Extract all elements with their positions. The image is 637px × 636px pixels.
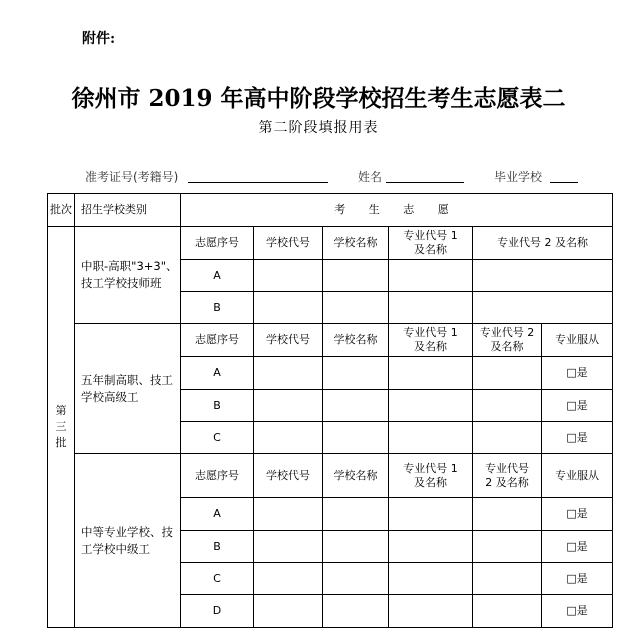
school-name-cell[interactable] bbox=[323, 531, 389, 563]
col-header: 专业代号 2 及名称 bbox=[473, 454, 542, 498]
exam-id-label: 准考证号(考籍号) bbox=[85, 170, 179, 184]
major2-cell[interactable] bbox=[473, 260, 613, 292]
school-name-cell[interactable] bbox=[323, 292, 389, 324]
comply-checkbox[interactable]: □是 bbox=[542, 498, 613, 531]
col-header: 学校名称 bbox=[323, 454, 389, 498]
col-header: 专业代号 2 及名称 bbox=[473, 324, 542, 357]
comply-checkbox[interactable]: □是 bbox=[542, 390, 613, 422]
col-header: 学校名称 bbox=[323, 227, 389, 260]
name-label: 姓名 bbox=[358, 170, 383, 184]
name-field[interactable] bbox=[386, 182, 464, 183]
form-subtitle: 第二阶段填报用表 bbox=[258, 120, 379, 136]
wish-index: B bbox=[181, 531, 254, 563]
school-code-cell[interactable] bbox=[254, 260, 323, 292]
major1-cell[interactable] bbox=[389, 390, 473, 422]
major1-cell[interactable] bbox=[389, 260, 473, 292]
exam-id-field[interactable] bbox=[188, 182, 328, 183]
comply-checkbox[interactable]: □是 bbox=[542, 357, 613, 390]
major1-cell[interactable] bbox=[389, 422, 473, 454]
school-code-cell[interactable] bbox=[254, 498, 323, 531]
col-header: 专业代号 1 及名称 bbox=[389, 324, 473, 357]
category-header: 招生学校类别 bbox=[75, 194, 181, 227]
col-header: 专业服从 bbox=[542, 324, 613, 357]
major1-cell[interactable] bbox=[389, 292, 473, 324]
col-header: 专业服从 bbox=[542, 454, 613, 498]
category-cell: 中等专业学校、技工学校中级工 bbox=[75, 454, 181, 628]
col-header: 专业代号 2 及名称 bbox=[473, 227, 613, 260]
wish-index: B bbox=[181, 390, 254, 422]
school-code-cell[interactable] bbox=[254, 531, 323, 563]
major1-cell[interactable] bbox=[389, 498, 473, 531]
school-name-cell[interactable] bbox=[323, 422, 389, 454]
school-code-cell[interactable] bbox=[254, 595, 323, 628]
wish-index: A bbox=[181, 260, 254, 292]
col-header: 学校代号 bbox=[254, 227, 323, 260]
wish-table bbox=[47, 193, 613, 628]
major2-cell[interactable] bbox=[473, 498, 542, 531]
school-code-cell[interactable] bbox=[254, 563, 323, 595]
category-cell: 中职-高职"3+3"、技工学校技师班 bbox=[75, 227, 181, 324]
wish-index: A bbox=[181, 357, 254, 390]
major1-cell[interactable] bbox=[389, 357, 473, 390]
major2-cell[interactable] bbox=[473, 292, 613, 324]
comply-checkbox[interactable]: □是 bbox=[542, 531, 613, 563]
school-code-cell[interactable] bbox=[254, 390, 323, 422]
major1-cell[interactable] bbox=[389, 563, 473, 595]
col-header: 专业代号 1 及名称 bbox=[389, 227, 473, 260]
school-name-cell[interactable] bbox=[323, 595, 389, 628]
col-header: 专业代号 1 及名称 bbox=[389, 454, 473, 498]
col-header: 学校代号 bbox=[254, 324, 323, 357]
col-header: 学校名称 bbox=[323, 324, 389, 357]
form-title: 徐州市 2019 年高中阶段学校招生考生志愿表二 bbox=[71, 85, 566, 112]
attachment-label: 附件: bbox=[82, 31, 116, 47]
major2-cell[interactable] bbox=[473, 563, 542, 595]
col-header: 志愿序号 bbox=[181, 454, 254, 498]
col-header: 学校代号 bbox=[254, 454, 323, 498]
school-code-cell[interactable] bbox=[254, 422, 323, 454]
school-name-cell[interactable] bbox=[323, 260, 389, 292]
comply-checkbox[interactable]: □是 bbox=[542, 422, 613, 454]
school-code-cell[interactable] bbox=[254, 292, 323, 324]
category-cell: 五年制高职、技工学校高级工 bbox=[75, 324, 181, 454]
major2-cell[interactable] bbox=[473, 531, 542, 563]
wish-index: C bbox=[181, 422, 254, 454]
wish-index: B bbox=[181, 292, 254, 324]
batch-header: 批次 bbox=[48, 194, 75, 227]
comply-checkbox[interactable]: □是 bbox=[542, 595, 613, 628]
batch-name: 第三批 bbox=[48, 227, 75, 628]
major2-cell[interactable] bbox=[473, 422, 542, 454]
school-name-cell[interactable] bbox=[323, 563, 389, 595]
wish-index: A bbox=[181, 498, 254, 531]
major1-cell[interactable] bbox=[389, 531, 473, 563]
major2-cell[interactable] bbox=[473, 357, 542, 390]
major1-cell[interactable] bbox=[389, 595, 473, 628]
school-name-cell[interactable] bbox=[323, 390, 389, 422]
school-field[interactable] bbox=[550, 182, 578, 183]
school-label: 毕业学校 bbox=[494, 170, 543, 184]
comply-checkbox[interactable]: □是 bbox=[542, 563, 613, 595]
wish-header: 考 生 志 愿 bbox=[181, 194, 613, 227]
major2-cell[interactable] bbox=[473, 390, 542, 422]
school-name-cell[interactable] bbox=[323, 357, 389, 390]
major2-cell[interactable] bbox=[473, 595, 542, 628]
wish-index: D bbox=[181, 595, 254, 628]
col-header: 志愿序号 bbox=[181, 324, 254, 357]
school-code-cell[interactable] bbox=[254, 357, 323, 390]
col-header: 志愿序号 bbox=[181, 227, 254, 260]
wish-index: C bbox=[181, 563, 254, 595]
school-name-cell[interactable] bbox=[323, 498, 389, 531]
